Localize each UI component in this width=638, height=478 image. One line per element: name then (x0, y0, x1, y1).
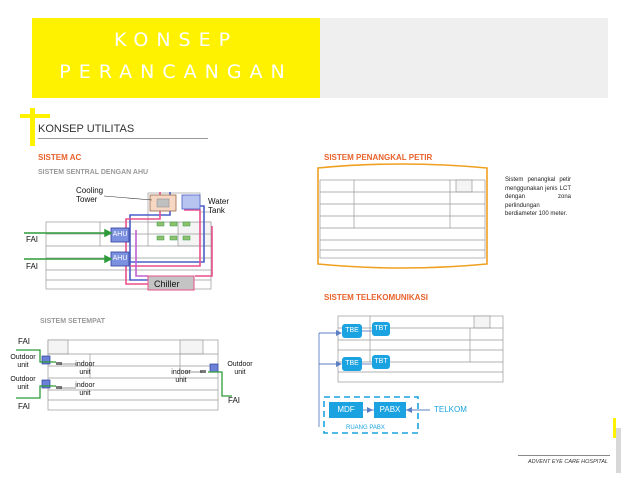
footer-rule (518, 455, 610, 456)
outdoor-unit-label-2: Outdoor unit (10, 376, 36, 391)
indoor-unit-label-2: indoor unit (75, 382, 95, 397)
fai-label-1: FAI (26, 235, 39, 244)
split-ac-subheading: SISTEM SETEMPAT (40, 318, 106, 325)
telecom-building (338, 316, 503, 382)
fai-label-2: FAI (26, 262, 39, 271)
footer-text: ADVENT EYE CARE HOSPITAL (528, 459, 608, 465)
split-fai-bottom-label: FAI (18, 402, 31, 411)
outdoor-unit-label-3: Outdoor unit (227, 361, 253, 376)
tbt-label-1: TBT (374, 325, 388, 332)
tbt-label-2: TBT (374, 358, 388, 365)
lightning-protection-building (320, 180, 485, 258)
split-fai-right-label: FAI (228, 396, 241, 405)
mdf-label: MDF (337, 405, 355, 414)
chiller-label: Chiller (154, 279, 180, 289)
ahu-label-2: AHU (112, 255, 128, 262)
split-fai-top-label: FAI (18, 337, 31, 346)
cooling-tower-icon (150, 195, 176, 211)
central-ac-subheading: SISTEM SENTRAL DENGAN AHU (38, 169, 149, 176)
water-tank-label: Water Tank (208, 197, 230, 215)
cooling-tower-pointer (104, 196, 152, 200)
telecom-heading: SISTEM TELEKOMUNIKASI (324, 293, 429, 302)
pabx-label: PABX (379, 405, 401, 414)
title-line-2: PERANCANGAN (59, 61, 293, 83)
lightning-description: Sistem penangkal petir menggunakan jenis LCT dengan zona perlindungan berdiameter 100 meter. (505, 177, 571, 218)
tbe-label-1: TBE (345, 327, 359, 334)
indoor-unit-label-1: indoor unit (75, 361, 95, 376)
outdoor-unit-label-1: Outdoor unit (10, 354, 36, 369)
indoor-unit-label-3: indoor unit (171, 369, 191, 384)
lightning-heading: SISTEM PENANGKAL PETIR (324, 153, 433, 162)
water-tank-icon (182, 195, 200, 209)
pabx-room-label: RUANG PABX (346, 425, 385, 431)
ac-heading: SISTEM AC (38, 153, 82, 162)
cooling-tower-label: Cooling Tower (76, 186, 104, 204)
accent-bar-grey (616, 428, 621, 473)
ahu-label-1: AHU (112, 231, 128, 238)
section-title: KONSEP UTILITAS (38, 123, 135, 135)
title-line-1: KONSEP (113, 29, 239, 51)
tbe-label-2: TBE (345, 360, 359, 367)
telkom-label: TELKOM (434, 405, 467, 414)
